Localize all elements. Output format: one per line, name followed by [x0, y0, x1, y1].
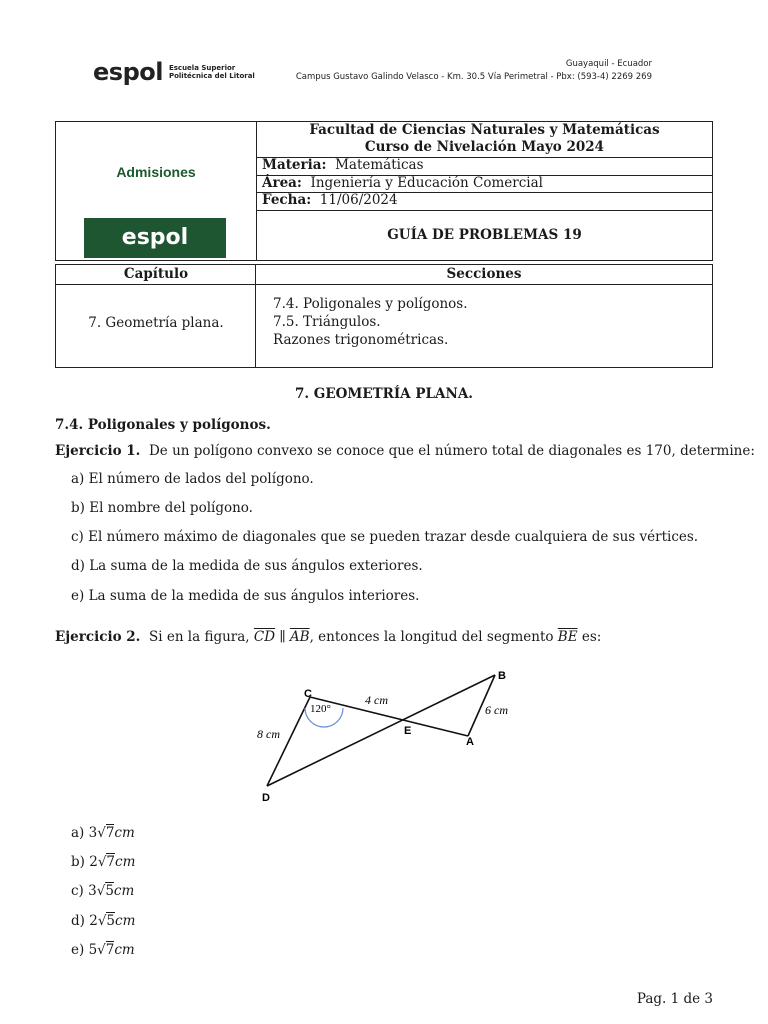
option-unit: cm [113, 883, 135, 899]
fecha-label: Fecha: [262, 192, 312, 208]
exercise-2-text: es: [581, 629, 602, 645]
point-b-label: B [498, 670, 506, 682]
page-number: Pag. 1 de 3 [636, 991, 713, 1007]
faculty-title: Facultad de Ciencias Naturales y Matemáticas [309, 122, 660, 138]
option-letter: c) [71, 883, 84, 899]
logo-subtitle-line-1: Escuela Superior [168, 64, 236, 72]
sections-header: Secciones [446, 266, 522, 282]
exercise-1-statement [55, 443, 755, 459]
geometry-figure [255, 666, 525, 806]
admisiones-label: Admisiones [116, 164, 196, 180]
option-coef: 5 [88, 942, 98, 958]
option-radicand: 5 [105, 883, 114, 899]
sections-table [55, 264, 713, 368]
angle-label: 120° [310, 703, 331, 715]
segment-cd-line [267, 697, 310, 786]
length-ab-label: 6 cm [485, 703, 508, 717]
exercise-2-option: a) 3√7cm [71, 825, 135, 841]
option-text: El número máximo de diagonales que se pueden trazar desde cualquiera de sus vértices. [88, 529, 699, 545]
materia-label: Materia: [262, 157, 327, 173]
exercise-1-option [71, 588, 419, 604]
point-e-label: E [404, 725, 412, 737]
point-a-label: A [466, 736, 474, 748]
segment-be: $\overline{BE}$ [557, 629, 578, 645]
segment-cd: $\overline{CD}$ [253, 629, 276, 645]
area-label: Área: [262, 175, 302, 191]
exercise-2-option: c) 3√5cm [71, 883, 135, 899]
segment-ca [310, 697, 468, 736]
length-ce-label: 4 cm [365, 693, 388, 707]
exercise-2-text: , entonces la longitud del segmento [309, 629, 554, 645]
section-item: 7.5. Triángulos. [273, 314, 381, 330]
option-letter: e) [71, 942, 85, 958]
option-text: La suma de la medida de sus ángulos exteriores. [89, 558, 423, 574]
option-radicand: 7 [105, 942, 115, 958]
section-item: Razones trigonométricas. [273, 332, 449, 348]
option-letter: d) [71, 913, 85, 929]
option-text: El número de lados del polígono. [88, 471, 314, 487]
subsection-title: 7.4. Poligonales y polígonos. [55, 417, 271, 433]
main-title: 7. GEOMETRÍA PLANA. [295, 386, 473, 402]
exercise-2-statement [55, 629, 601, 645]
exercise-2-option: b) 2√7cm [71, 854, 136, 870]
option-letter: a) [71, 471, 85, 487]
divider [56, 284, 712, 285]
exercise-1-option [71, 500, 253, 516]
exercise-1-option [71, 529, 698, 545]
fecha-row [262, 192, 398, 208]
option-coef: 2 [89, 913, 98, 929]
point-d-label: D [262, 792, 270, 804]
length-cd-label: 8 cm [257, 727, 280, 741]
divider [256, 210, 713, 211]
course-title: Curso de Nivelación Mayo 2024 [364, 139, 605, 155]
header-address: Campus Gustavo Galindo Velasco - Km. 30.5 Vía Perimetral - Pbx: (593-4) 2269 269 [295, 72, 652, 82]
option-radicand: 7 [105, 825, 115, 841]
option-letter: b) [71, 500, 85, 516]
option-unit: cm [114, 942, 135, 958]
info-table-logo-cell [56, 122, 257, 260]
option-unit: cm [115, 913, 136, 929]
exercise-1-option [71, 471, 314, 487]
point-c-label: C [304, 688, 312, 700]
option-letter: b) [71, 854, 85, 870]
espol-badge-logo: espol [84, 218, 226, 258]
info-table [55, 121, 713, 261]
fecha-value: 11/06/2024 [319, 192, 398, 208]
chapter-name: 7. Geometría plana. [88, 315, 224, 331]
option-radicand: 7 [106, 854, 116, 870]
area-row [262, 175, 543, 191]
area-value: Ingeniería y Educación Comercial [310, 175, 543, 191]
exercise-2-option: e) 5√7cm [71, 942, 135, 958]
exercise-1-text: De un polígono convexo se conoce que el número total de diagonales es 170, determine: [148, 443, 755, 459]
guide-title: GUÍA DE PROBLEMAS 19 [387, 227, 582, 243]
exercise-1-label: Ejercicio 1. [55, 443, 141, 459]
option-radicand: 5 [106, 913, 116, 929]
option-letter: d) [71, 558, 85, 574]
option-letter: a) [71, 825, 85, 841]
materia-row [262, 157, 424, 173]
chapter-header: Capítulo [123, 266, 189, 282]
exercise-2-text: Si en la figura, [148, 629, 250, 645]
option-unit: cm [114, 825, 135, 841]
option-text: El nombre del polígono. [89, 500, 253, 516]
logo-subtitle-line-2: Politécnica del Litoral [168, 72, 255, 80]
option-coef: 2 [89, 854, 98, 870]
exercise-2-option: d) 2√5cm [71, 913, 136, 929]
segment-ab: $\overline{AB}$ [289, 629, 310, 645]
espol-header-logo [93, 58, 255, 86]
header-address-block [296, 58, 652, 84]
segment-db [267, 675, 495, 786]
section-item: 7.4. Poligonales y polígonos. [273, 296, 468, 312]
parallel-symbol: ∥ [279, 629, 286, 645]
option-text: La suma de la medida de sus ángulos interiores. [88, 588, 420, 604]
exercise-2-label: Ejercicio 2. [55, 629, 141, 645]
exercise-1-option [71, 558, 423, 574]
option-coef: 3 [88, 825, 98, 841]
materia-value: Matemáticas [335, 157, 424, 173]
logo-wordmark: espol [93, 58, 163, 86]
header-city: Guayaquil - Ecuador [565, 59, 652, 69]
option-coef: 3 [88, 883, 97, 899]
option-letter: c) [71, 529, 84, 545]
option-letter: e) [71, 588, 85, 604]
option-unit: cm [115, 854, 136, 870]
